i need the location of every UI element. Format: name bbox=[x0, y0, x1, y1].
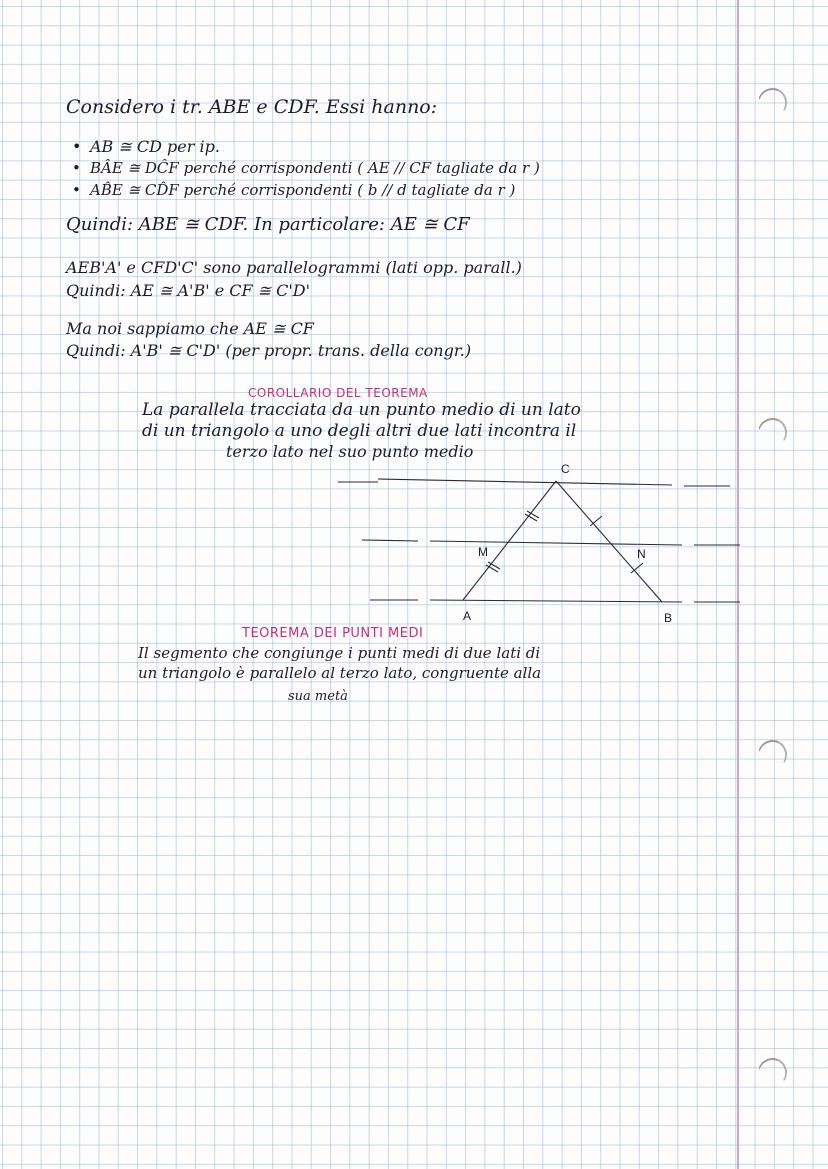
corollary-line-3: terzo lato nel suo punto medio bbox=[226, 442, 474, 461]
corollary-line-2: di un triangolo a uno degli altri due lati incontra il bbox=[142, 421, 577, 441]
triangle-side-ac bbox=[463, 481, 556, 600]
point-label-a: A bbox=[463, 609, 472, 623]
corollary-title: COROLLARIO DEL TEOREMA bbox=[248, 386, 428, 400]
theorem-line-1: Il segmento che congiunge i punti medi di due lati di bbox=[138, 644, 541, 662]
congruence-tick bbox=[527, 511, 539, 518]
proof-step-angle-bae: • BÂE ≅ DĈF perché corrispondenti ( AE // CF tagliate da r ) bbox=[72, 161, 540, 176]
parallel-line-top bbox=[378, 479, 672, 485]
proof-step-ab-cd: • AB ≅ CD per ip. bbox=[72, 139, 220, 155]
proof-parallelograms-line: AEB'A' e CFD'C' sono parallelogrammi (lati opp. parall.) bbox=[66, 258, 522, 277]
theorem-line-2: un triangolo è parallelo al terzo lato, congruente alla bbox=[138, 664, 542, 682]
congruence-tick bbox=[590, 516, 602, 526]
point-label-c: C bbox=[561, 462, 570, 476]
theorem-title: TEOREMA DEI PUNTI MEDI bbox=[242, 626, 424, 641]
proof-intro-line: Considero i tr. ABE e CDF. Essi hanno: bbox=[66, 96, 438, 118]
proof-congruence-conclusion: Quindi: ABE ≅ CDF. In particolare: AE ≅ CF bbox=[66, 214, 470, 235]
triangle-side-cb bbox=[556, 481, 662, 602]
parallel-line-middle bbox=[430, 541, 682, 545]
proof-segments-line: Quindi: AE ≅ A'B' e CF ≅ C'D' bbox=[66, 281, 311, 300]
proof-known-line: Ma noi sappiamo che AE ≅ CF bbox=[66, 319, 314, 338]
corollary-line-1: La parallela tracciata da un punto medio di un lato bbox=[142, 400, 581, 420]
point-label-m: M bbox=[478, 545, 488, 559]
point-label-b: B bbox=[664, 611, 673, 625]
proof-step-angle-abe: • AB̂E ≅ CD̂F perché corrispondenti ( b // d tagliate da r ) bbox=[72, 183, 515, 198]
parallel-line-bottom bbox=[430, 600, 682, 602]
dashed-line-segment bbox=[362, 540, 418, 541]
theorem-line-3: sua metà bbox=[288, 689, 348, 704]
proof-final-line: Quindi: A'B' ≅ C'D' (per propr. trans. della congr.) bbox=[66, 341, 472, 360]
point-label-n: N bbox=[637, 547, 646, 561]
